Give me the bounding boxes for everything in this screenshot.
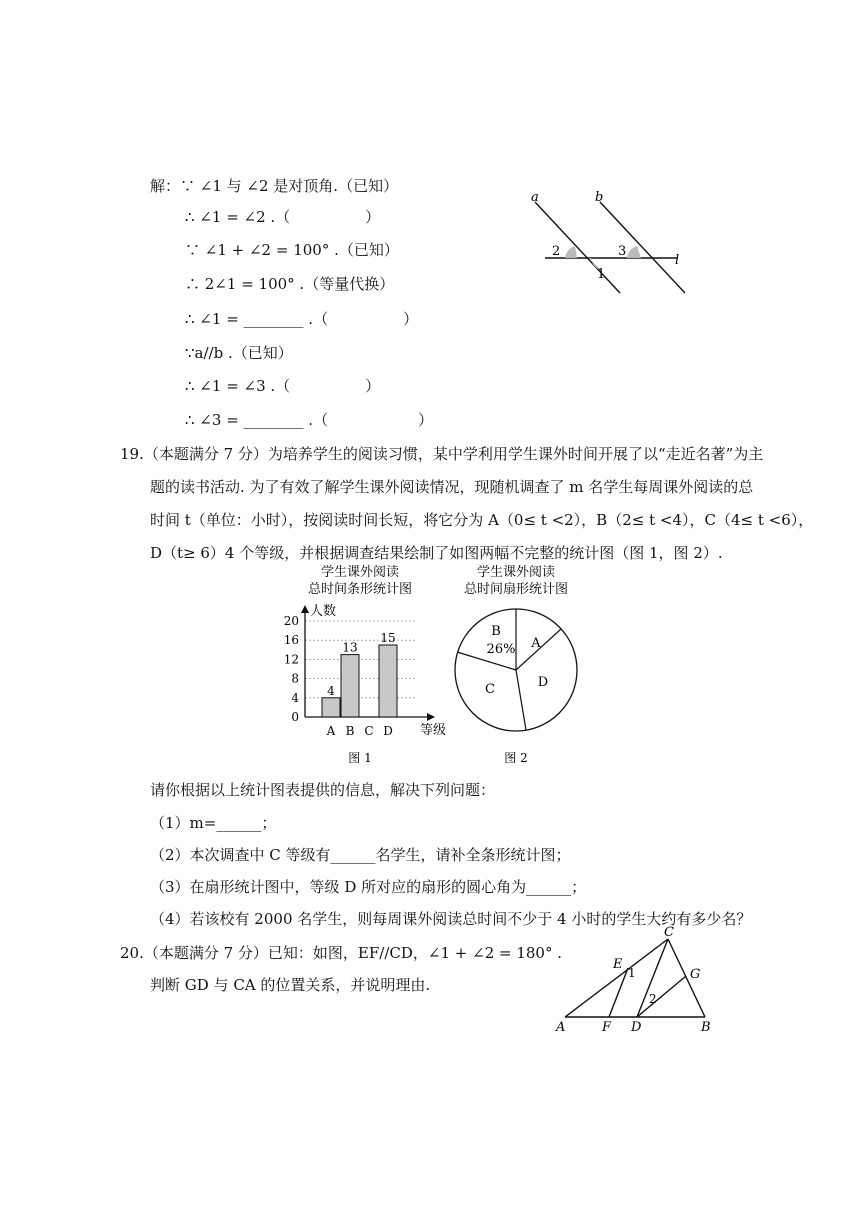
solution-line-8: ∴ ∠3 = ________ .（ ） — [185, 411, 434, 429]
solution-line-5: ∴ ∠1 = ________ .（ ） — [185, 310, 419, 328]
line-b — [600, 202, 685, 293]
x-tick-label: A — [326, 724, 336, 738]
label-point-f: F — [602, 1020, 612, 1035]
label-2: 2 — [552, 244, 561, 259]
bar-value-label: 13 — [342, 640, 358, 655]
bar-chart-title-line-1: 学生课外阅读 — [320, 565, 400, 580]
figure-1-caption: 图 1 — [348, 751, 372, 765]
q19-sub-2: （2）本次调查中 C 等级有______名学生，请补全条形统计图； — [150, 846, 571, 864]
pie-chart-title-line-1: 学生课外阅读 — [476, 565, 556, 580]
segment-dg — [637, 976, 686, 1017]
pie-slice-label-d: D — [537, 675, 549, 690]
label-point-b: B — [701, 1020, 711, 1035]
label-b: b — [595, 190, 604, 205]
label-point-c: C — [664, 925, 674, 940]
x-tick-label: B — [345, 724, 355, 738]
q19-instruction: 请你根据以上统计图表提供的信息，解决下列问题： — [150, 781, 496, 799]
pie-slice-value-b: 26% — [486, 642, 516, 657]
q19-sub-1: （1）m=______； — [150, 814, 277, 832]
bar-D — [379, 645, 397, 717]
pie-slice-label-a: A — [531, 636, 541, 651]
y-tick-label: 8 — [291, 671, 299, 686]
q19-sub-4: （4）若该校有 2000 名学生，则每周课外阅读总时间不少于 4 小时的学生大约有多少名？ — [150, 910, 752, 928]
q19-line-2: 题的读书活动. 为了有效了解学生课外阅读情况，现随机调查了 m 名学生每周课外阅读的总 — [150, 478, 754, 496]
y-axis-arrow — [301, 605, 309, 613]
x-tick-label: C — [364, 724, 374, 738]
x-tick-label: D — [383, 724, 393, 738]
bar-chart-title-line-2: 总时间条形统计图 — [307, 582, 413, 597]
solution-line-1: 解：∵ ∠1 与 ∠2 是对顶角.（已知） — [150, 177, 399, 195]
q19-line-1: 19.（本题满分 7 分）为培养学生的阅读习惯，某中学利用学生课外时间开展了以“走近名著”为主 — [120, 445, 764, 463]
label-point-g: G — [690, 967, 701, 982]
q20-line-2: 判断 GD 与 CA 的位置关系，并说明理由. — [150, 976, 431, 994]
x-axis-arrow — [427, 713, 435, 721]
label-1: 1 — [597, 267, 606, 282]
q19-line-4: D（t≥ 6）4 个等级，并根据调查结果绘制了如图两幅不完整的统计图（图 1，图 2）. — [150, 544, 723, 562]
angle-2-arc — [565, 246, 577, 258]
line-a — [535, 202, 620, 293]
solution-line-7: ∴ ∠1 = ∠3 .（ ） — [185, 377, 381, 395]
parallel-lines-figure — [525, 188, 685, 303]
solution-line-2: ∴ ∠1 = ∠2 .（ ） — [185, 208, 381, 226]
pie-chart — [446, 560, 606, 770]
solution-line-3: ∵ ∠1 + ∠2 = 100° .（已知） — [185, 241, 399, 259]
angle-3-arc — [627, 246, 641, 258]
label-angle-2: 2 — [649, 992, 657, 1006]
label-point-e: E — [613, 957, 623, 972]
q19-line-3: 时间 t（单位：小时），按阅读时间长短，将它分为 A（0≤ t <2），B（2≤ t <4），C（4≤ t <6）， — [150, 511, 814, 529]
solution-line-6: ∵a//b .（已知） — [185, 344, 293, 362]
x-axis-label: 等级 — [420, 723, 447, 738]
y-tick-label: 20 — [283, 614, 299, 628]
label-a: a — [531, 190, 539, 205]
y-tick-label: 0 — [291, 710, 299, 724]
y-tick-label: 4 — [291, 690, 299, 705]
figure-2-caption: 图 2 — [504, 751, 528, 765]
segment-ef — [609, 968, 628, 1017]
label-point-a: A — [556, 1020, 566, 1035]
q19-sub-3: （3）在扇形统计图中，等级 D 所对应的扇形的圆心角为______； — [150, 878, 587, 896]
y-tick-label: 16 — [283, 633, 299, 648]
bar-value-label: 4 — [327, 683, 335, 698]
label-l: l — [675, 253, 680, 268]
y-axis-label: 人数 — [310, 604, 337, 619]
pie-slice-label-c: C — [485, 682, 495, 697]
q20-line-1: 20.（本题满分 7 分）已知：如图，EF//CD，∠1 + ∠2 = 180° . — [120, 944, 563, 962]
solution-line-4: ∴ 2∠1 = 100° .（等量代换） — [185, 275, 395, 293]
label-angle-1: 1 — [628, 966, 636, 980]
pie-slice-label-b: B — [491, 624, 501, 639]
bar-value-label: 15 — [380, 631, 396, 645]
label-3: 3 — [618, 244, 627, 259]
bar-B — [341, 655, 359, 717]
label-point-d: D — [631, 1020, 642, 1035]
triangle-figure — [550, 925, 720, 1035]
pie-chart-title-line-2: 总时间扇形统计图 — [463, 582, 569, 597]
y-tick-label: 12 — [283, 652, 299, 667]
bar-chart — [270, 560, 450, 770]
bar-A — [322, 698, 340, 717]
